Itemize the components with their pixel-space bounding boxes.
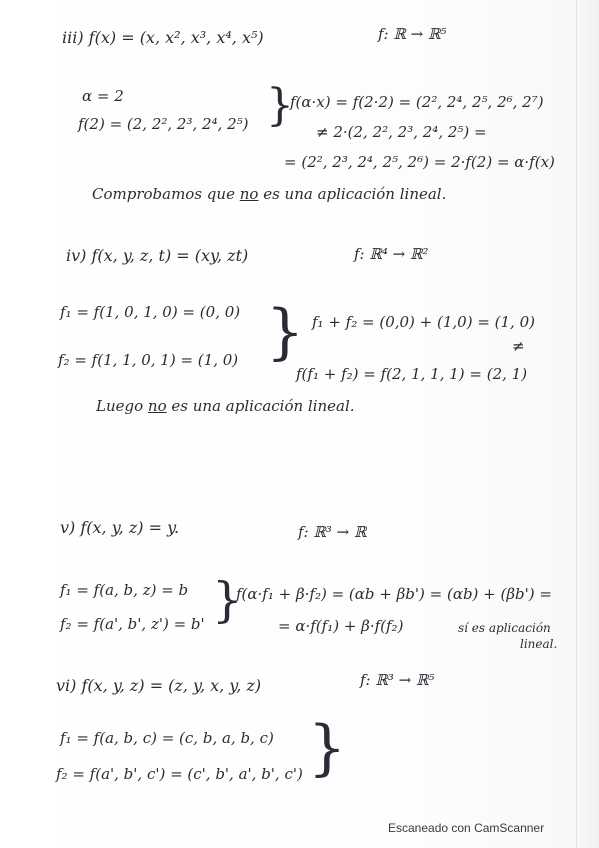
section-iii-conclusion [92, 184, 446, 204]
section-v-f2: f₂ = f(a', b', z') = b' [60, 615, 205, 633]
section-iii-title: iii) f(x) = (x, x², x³, x⁴, x⁵) [62, 28, 264, 47]
section-iv-conclusion [96, 396, 355, 416]
section-iii-domain: f: ℝ → ℝ⁵ [378, 25, 447, 43]
section-v-line1: f(α·f₁ + β·f₂) = (αb + βb') = (αb) + (βb') = [236, 585, 552, 603]
section-v-brace: } [212, 572, 243, 628]
section-v-f1: f₁ = f(a, b, z) = b [60, 581, 189, 599]
section-v-title: v) f(x, y, z) = y. [60, 518, 180, 537]
section-iii-brace: } [266, 80, 294, 131]
scanner-watermark: Escaneado con CamScanner [388, 821, 545, 835]
section-vi-title: vi) f(x, y, z) = (z, y, x, y, z) [56, 676, 262, 695]
conclusion-text-b: es una aplicación lineal. [171, 397, 355, 415]
section-v-line2: = α·f(f₁) + β·f(f₂) [278, 617, 404, 635]
conclusion-no: no [239, 185, 259, 203]
section-iii-alpha: α = 2 [82, 87, 124, 105]
page-edge [576, 0, 577, 848]
section-iii-line1: f(α·x) = f(2·2) = (2², 2⁴, 2⁵, 2⁶, 2⁷) [290, 93, 544, 111]
section-v-note-a: sí es aplicación [458, 621, 551, 635]
conclusion-no: no [147, 397, 167, 415]
section-iii-line2: ≠ 2·(2, 2², 2³, 2⁴, 2⁵) = [316, 123, 487, 141]
conclusion-text-b: es una aplicación lineal. [263, 185, 447, 203]
section-iv-sum: f₁ + f₂ = (0,0) + (1,0) = (1, 0) [312, 313, 535, 331]
section-iv-title: iv) f(x, y, z, t) = (xy, zt) [66, 246, 249, 265]
section-vi-domain: f: ℝ³ → ℝ⁵ [360, 671, 435, 689]
section-iv-neq: ≠ [512, 337, 525, 355]
conclusion-text-a: Comprobamos que [92, 185, 235, 203]
conclusion-text-a: Luego [96, 397, 144, 415]
section-vi-brace: } [308, 713, 347, 783]
section-vi-f2: f₂ = f(a', b', c') = (c', b', a', b', c') [56, 765, 303, 783]
section-iv-fsum: f(f₁ + f₂) = f(2, 1, 1, 1) = (2, 1) [296, 365, 528, 383]
section-iv-brace: } [266, 297, 305, 367]
section-iii-line3: = (2², 2³, 2⁴, 2⁵, 2⁶) = 2·f(2) = α·f(x) [284, 153, 555, 171]
section-iv-f1: f₁ = f(1, 0, 1, 0) = (0, 0) [60, 303, 241, 321]
section-v-domain: f: ℝ³ → ℝ [298, 523, 367, 541]
section-iii-f2: f(2) = (2, 2², 2³, 2⁴, 2⁵) [78, 115, 249, 133]
section-v-note-b: lineal. [520, 637, 558, 651]
section-vi-f1: f₁ = f(a, b, c) = (c, b, a, b, c) [60, 729, 274, 747]
section-iv-f2: f₂ = f(1, 1, 0, 1) = (1, 0) [58, 351, 239, 369]
section-iv-domain: f: ℝ⁴ → ℝ² [354, 245, 429, 263]
